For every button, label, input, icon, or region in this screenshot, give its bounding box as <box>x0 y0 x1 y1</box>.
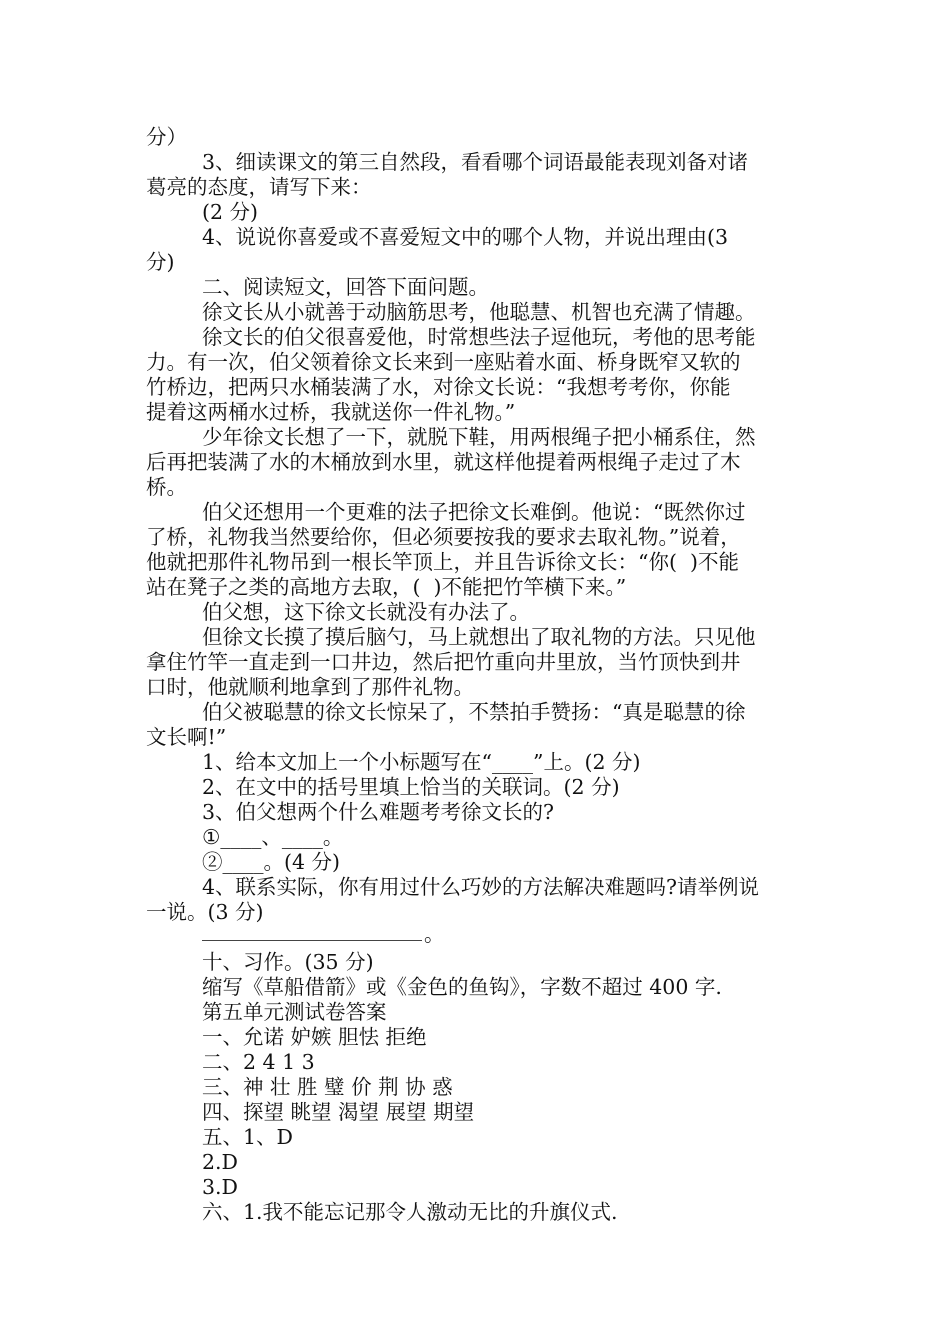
passage-line: 站在凳子之类的高地方去取，( )不能把竹竿横下来。” <box>146 575 627 599</box>
passage-line: 桥。 <box>146 475 187 499</box>
answer-key-item: 一、允诺 妒嫉 胆怯 拒绝 <box>202 1025 427 1049</box>
question-3: 3、细读课文的第三自然段，看看哪个词语最能表现刘备对诸 <box>202 150 749 174</box>
score-note: (2 分) <box>202 200 259 224</box>
question-1: 1、给本文加上一个小标题写在“____”上。(2 分) <box>202 750 641 774</box>
passage-line: 竹桥边，把两只水桶装满了水，对徐文长说：“我想考考你，你能 <box>146 375 731 399</box>
passage-paragraph: 徐文长从小就善于动脑筋思考，他聪慧、机智也充满了情趣。 <box>202 300 756 324</box>
passage-paragraph: 伯父想，这下徐文长就没有办法了。 <box>202 600 530 624</box>
passage-paragraph: 但徐文长摸了摸后脑勺，马上就想出了取礼物的方法。只见他 <box>202 625 756 649</box>
passage-line: 提着这两桶水过桥，我就送你一件礼物。” <box>146 400 516 424</box>
answer-blank: ①____、____。 <box>202 825 344 849</box>
answer-key-item: 三、神 壮 胜 璧 价 荆 协 惑 <box>202 1075 453 1099</box>
passage-line: 口时，他就顺利地拿到了那件礼物。 <box>146 675 474 699</box>
passage-line: 他就把那件礼物吊到一根长竿顶上，并且告诉徐文长：“你( )不能 <box>146 550 740 574</box>
answer-end-mark: 。 <box>424 922 445 946</box>
passage-paragraph: 徐文长的伯父很喜爱他，时常想些法子逗他玩，考他的思考能 <box>202 325 756 349</box>
answer-key-item: 四、探望 眺望 渴望 展望 期望 <box>202 1100 475 1124</box>
question-4: 4、联系实际，你有用过什么巧妙的方法解决难题吗?请举例说 <box>202 875 760 899</box>
text-line: 一说。(3 分) <box>146 900 264 924</box>
answer-underline <box>202 940 422 941</box>
passage-paragraph: 伯父还想用一个更难的法子把徐文长难倒。他说：“既然你过 <box>202 500 746 524</box>
answer-key-item: 六、1.我不能忘记那令人激动无比的升旗仪式. <box>202 1200 618 1224</box>
passage-paragraph: 伯父被聪慧的徐文长惊呆了，不禁拍手赞扬：“真是聪慧的徐 <box>202 700 746 724</box>
passage-line: 力。有一次，伯父领着徐文长来到一座贴着水面、桥身既窄又软的 <box>146 350 741 374</box>
passage-line: 后再把装满了水的木桶放到水里，就这样他提着两根绳子走过了木 <box>146 450 741 474</box>
passage-line: 了桥，礼物我当然要给你，但必须要按我的要求去取礼物。”说着， <box>146 525 741 549</box>
passage-line: 文长啊!” <box>146 725 227 749</box>
passage-line: 拿住竹竿一直走到一口井边，然后把竹重向井里放，当竹顶快到井 <box>146 650 741 674</box>
question-3: 3、伯父想两个什么难题考考徐文长的? <box>202 800 555 824</box>
answer-key-item: 3.D <box>202 1175 238 1199</box>
passage-paragraph: 少年徐文长想了一下，就脱下鞋，用两根绳子把小桶系住，然 <box>202 425 756 449</box>
answer-blank: ②____。(4 分) <box>202 850 341 874</box>
question-4: 4、说说你喜爱或不喜爱短文中的哪个人物，并说出理由(3 <box>202 225 729 249</box>
answer-key-title: 第五单元测试卷答案 <box>202 1000 387 1024</box>
section-heading: 十、习作。(35 分) <box>202 950 374 974</box>
writing-task: 缩写《草船借箭》或《金色的鱼钩》，字数不超过 400 字. <box>202 975 722 999</box>
question-2: 2、在文中的括号里填上恰当的关联词。(2 分) <box>202 775 620 799</box>
answer-key-item: 二、2 4 1 3 <box>202 1050 315 1074</box>
answer-key-item: 2.D <box>202 1150 238 1174</box>
answer-key-item: 五、1、D <box>202 1125 293 1149</box>
text-line: 分) <box>146 250 175 274</box>
text-line: 葛亮的态度，请写下来： <box>146 175 372 199</box>
text-line: 分） <box>146 125 187 149</box>
section-heading: 二、阅读短文，回答下面问题。 <box>202 275 489 299</box>
